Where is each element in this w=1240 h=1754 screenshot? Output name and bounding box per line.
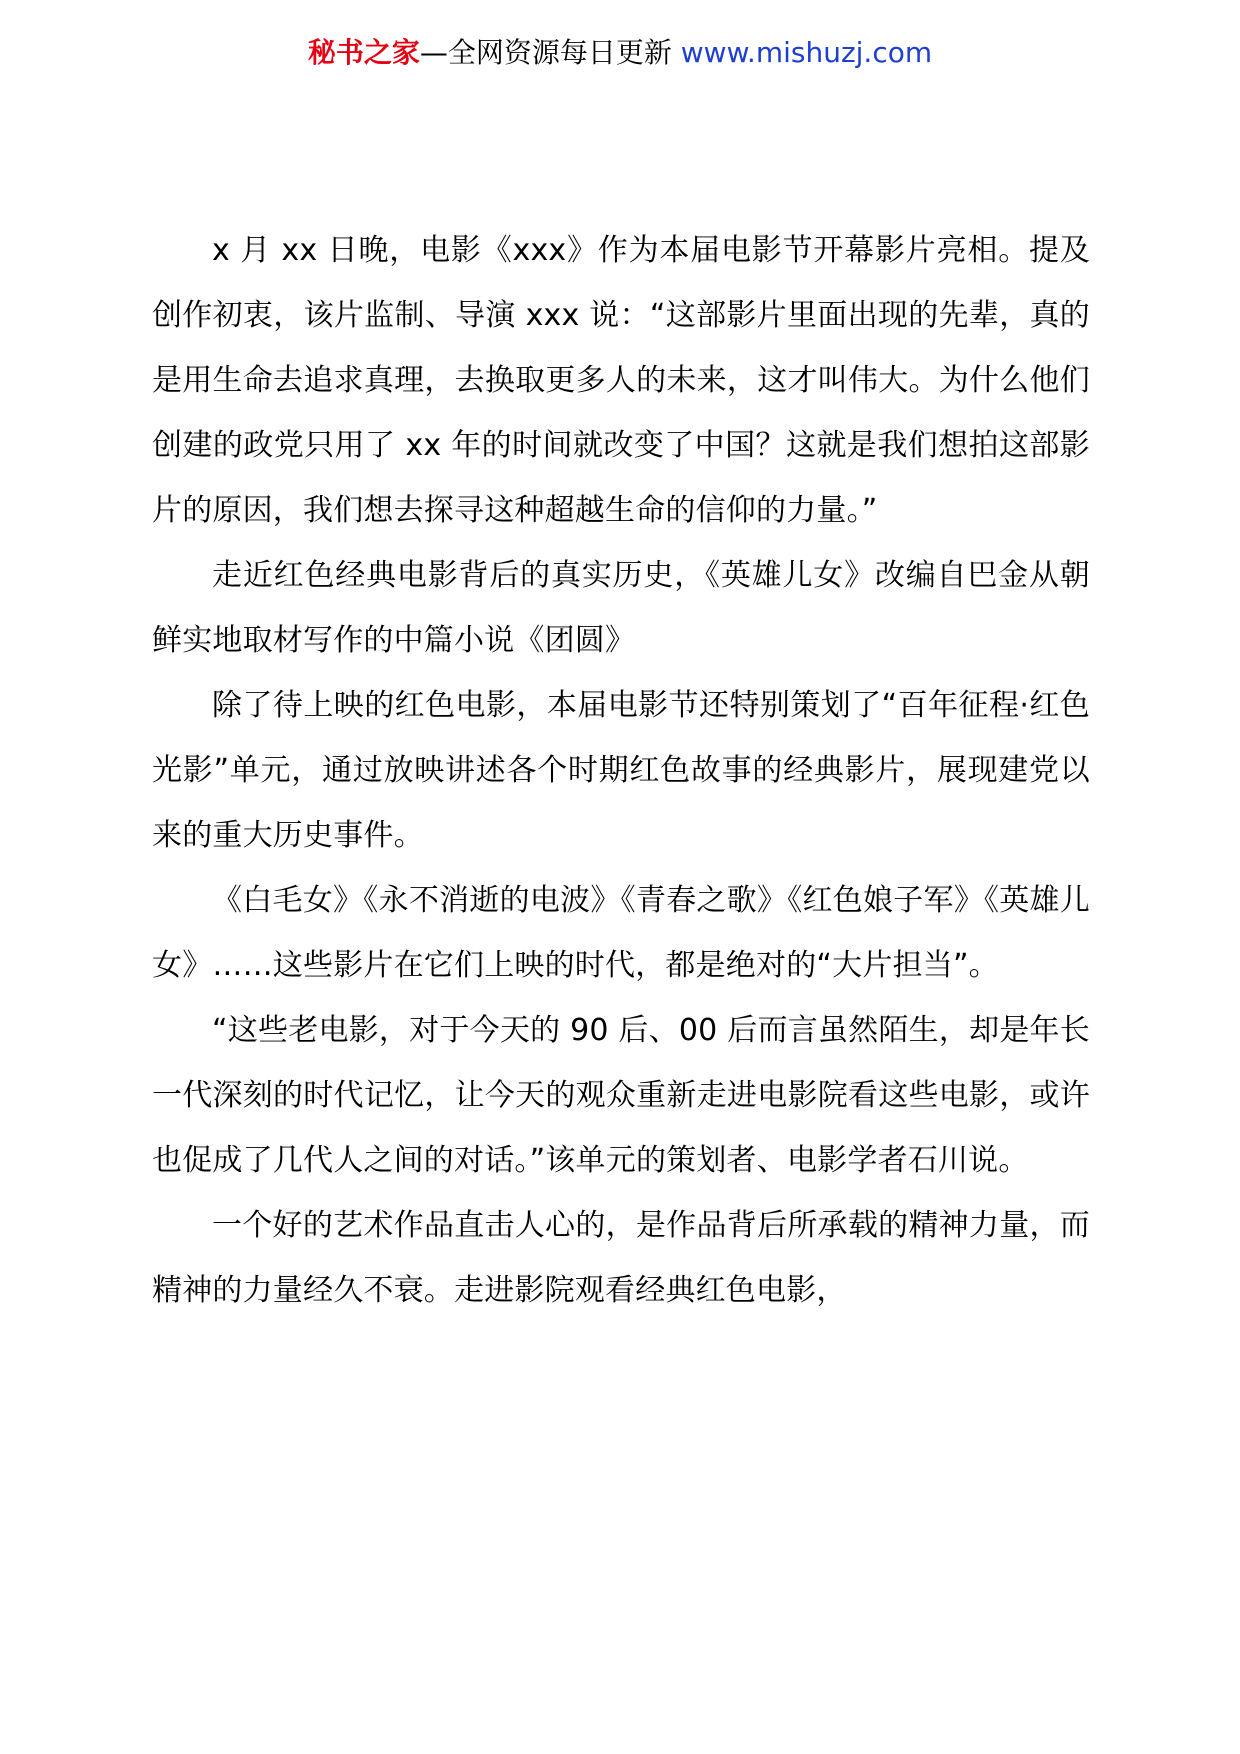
paragraph-1: x 月 xx 日晚，电影《xxx》作为本届电影节开幕影片亮相。提及创作初衷，该片监制、导演 xxx 说：“这部影片里面出现的先辈，真的是用生命去追求真理，去换取更多人的未来，这才叫伟大。为什么他们创建的政党只用了 xx 年的时间就改变了中国？这就是我们想拍这部影片的原因，我们想去探寻这种超越生命的信仰的力量。” xyxy=(152,233,1090,528)
site-tagline: —全网资源每日更新 xyxy=(419,36,681,69)
site-url-link[interactable]: www.mishuzj.com xyxy=(680,36,933,69)
paragraph-4: 《白毛女》《永不消逝的电波》《青春之歌》《红色娘子军》《英雄儿女》……这些影片在它们上映的时代，都是绝对的“大片担当”。 xyxy=(152,883,1090,983)
document-body xyxy=(152,218,1090,1323)
paragraph-6: 一个好的艺术作品直击人心的，是作品背后所承载的精神力量，而精神的力量经久不衰。走进影院观看经典红色电影， xyxy=(152,1208,1090,1308)
paragraph-5: “这些老电影，对于今天的 90 后、00 后而言虽然陌生，却是年长一代深刻的时代记忆，让今天的观众重新走进电影院看这些电影，或许也促成了几代人之间的对话。”该单元的策划者、电影学者石川说。 xyxy=(152,1013,1090,1178)
paragraph-3: 除了待上映的红色电影，本届电影节还特别策划了“百年征程·红色光影”单元，通过放映讲述各个时期红色故事的经典影片，展现建党以来的重大历史事件。 xyxy=(152,688,1090,853)
site-brand: 秘书之家 xyxy=(307,36,420,69)
site-header xyxy=(0,28,1240,78)
paragraph-2: 走近红色经典电影背后的真实历史，《英雄儿女》改编自巴金从朝鲜实地取材写作的中篇小说《团圆》 xyxy=(152,558,1090,658)
